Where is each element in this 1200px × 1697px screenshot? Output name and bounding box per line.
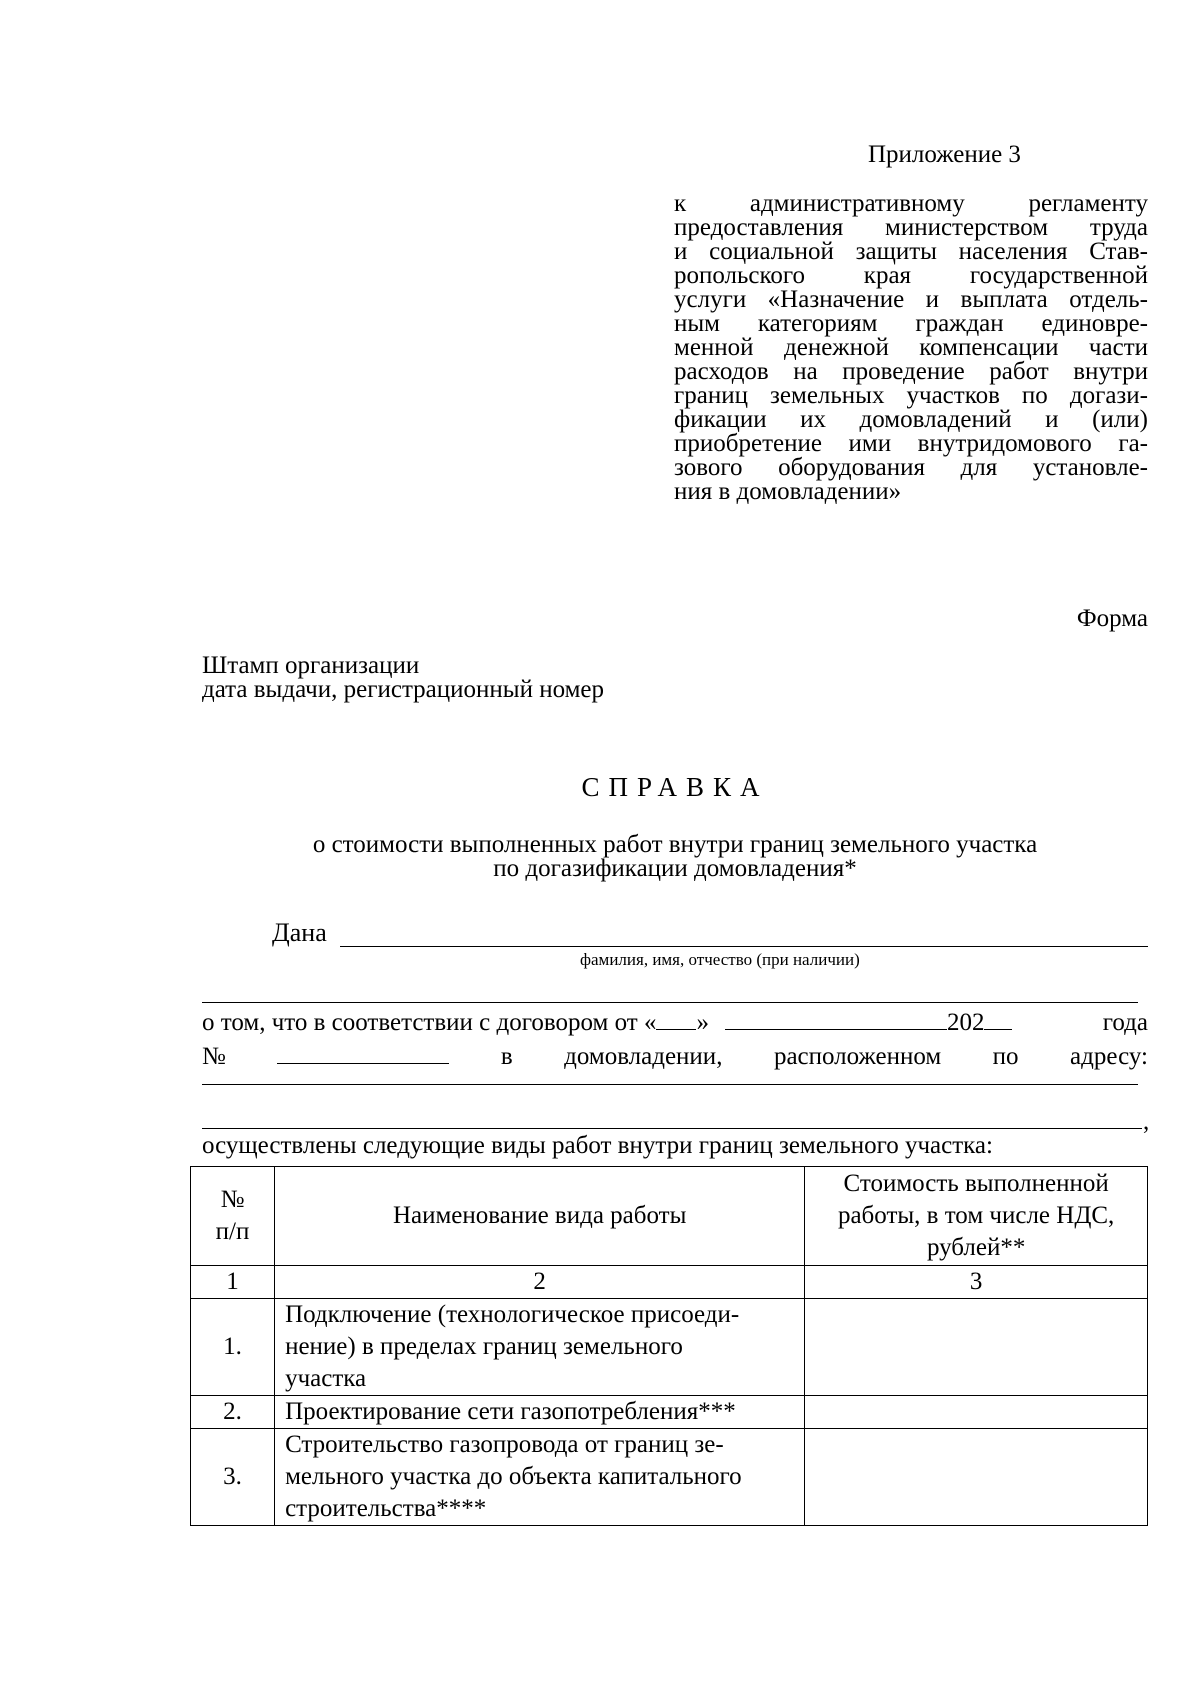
address-word: адресу: xyxy=(1070,1043,1148,1070)
located-word: расположенном xyxy=(773,1043,942,1070)
contract-year-prefix: 202 xyxy=(946,1009,985,1036)
document-subtitle xyxy=(0,833,1200,881)
works-intro: осуществлены следующие виды работ внутри границ земельного участка: xyxy=(202,1132,993,1159)
row-name-line: строительства**** xyxy=(285,1495,487,1522)
row-num: 1. xyxy=(191,1299,275,1396)
row-name-line: нение) в пределах границ земельного xyxy=(285,1333,683,1360)
appendix-line: предоставления министерством труда xyxy=(674,214,1148,241)
appendix-line: границ земельных участков по догази- xyxy=(674,382,1148,409)
contract-year-field[interactable] xyxy=(984,1007,1012,1030)
contract-number-field[interactable] xyxy=(277,1041,449,1064)
stamp-block xyxy=(202,654,604,702)
row-name-line: Проектирование сети газопотребления*** xyxy=(285,1398,736,1425)
appendix-line: менной денежной компенсации части xyxy=(674,334,1148,361)
appendix-description xyxy=(674,192,1148,504)
row-cost-field[interactable] xyxy=(805,1299,1148,1396)
contract-year-suffix: года xyxy=(1102,1009,1148,1036)
contract-line xyxy=(202,1040,1148,1074)
row-name-line: Подключение (технологическое присоеди- xyxy=(285,1301,740,1328)
appendix-line: фикации их домовладений и (или) xyxy=(674,406,1148,433)
row-cost-field[interactable] xyxy=(805,1429,1148,1526)
header-cost-line: Стоимость выполненной xyxy=(843,1170,1109,1197)
row-name xyxy=(275,1299,805,1396)
form-label: Форма xyxy=(1076,605,1148,632)
contract-month-field[interactable] xyxy=(725,1007,947,1030)
table-header-row xyxy=(191,1167,1148,1266)
address-continuation-field[interactable] xyxy=(202,1128,1142,1129)
header-num-line: № xyxy=(220,1186,245,1213)
row-name xyxy=(275,1429,805,1526)
subtitle-line: по догазификации домовладения* xyxy=(493,855,857,882)
contract-day-field[interactable] xyxy=(656,1007,696,1030)
row-name-line: участка xyxy=(285,1365,367,1392)
contract-quote-close: » xyxy=(696,1009,709,1036)
appendix-line: и социальной защиты населения Став- xyxy=(674,238,1148,265)
number-sign: № xyxy=(202,1043,226,1070)
table-row xyxy=(191,1429,1148,1526)
row-num: 3. xyxy=(191,1429,275,1526)
contract-line xyxy=(202,1006,1148,1040)
works-table xyxy=(190,1166,1148,1526)
column-number: 3 xyxy=(805,1266,1148,1299)
appendix-line: расходов на проведение работ внутри xyxy=(674,358,1148,385)
table-row xyxy=(191,1299,1148,1396)
issued-label: Дана xyxy=(272,918,327,947)
row-name-line: мельного участка до объекта капитального xyxy=(285,1463,742,1490)
contract-prefix: о том, что в соответствии с договором от « xyxy=(202,1009,657,1036)
appendix-line: ния в домовладении» xyxy=(674,478,902,505)
in-word: в xyxy=(500,1043,513,1070)
appendix-title: Приложение 3 xyxy=(868,141,1021,168)
issue-date-line: дата выдачи, регистрационный номер xyxy=(202,676,605,703)
header-name: Наименование вида работы xyxy=(275,1167,805,1266)
appendix-line: зового оборудования для установле- xyxy=(674,454,1148,481)
subtitle-line: о стоимости выполненных работ внутри границ земельного участка xyxy=(312,831,1038,858)
appendix-line: к административному регламенту xyxy=(674,190,1148,217)
appendix-line: ным категориям граждан единовре- xyxy=(674,310,1148,337)
appendix-line: услуги «Назначение и выплата отдель- xyxy=(674,286,1148,313)
header-num-line: п/п xyxy=(215,1218,250,1245)
header-num xyxy=(191,1167,275,1266)
row-name-line: Строительство газопровода от границ зе- xyxy=(285,1431,724,1458)
column-number: 2 xyxy=(275,1266,805,1299)
recipient-name-hint: фамилия, имя, отчество (при наличии) xyxy=(580,950,860,969)
address-comma: , xyxy=(1143,1108,1150,1135)
appendix-line: приобретение ими внутридомового га- xyxy=(674,430,1148,457)
row-name xyxy=(275,1396,805,1429)
stamp-line: Штамп организации xyxy=(202,652,420,679)
contract-block xyxy=(202,1006,1148,1074)
household-word: домовладении, xyxy=(564,1043,723,1070)
address-field[interactable] xyxy=(202,1084,1138,1085)
header-cost-line: рублей** xyxy=(926,1234,1026,1261)
recipient-name-field[interactable] xyxy=(340,946,1148,947)
header-cost xyxy=(805,1167,1148,1266)
column-number: 1 xyxy=(191,1266,275,1299)
table-row xyxy=(191,1396,1148,1429)
recipient-name-continuation-field[interactable] xyxy=(202,1002,1138,1003)
row-cost-field[interactable] xyxy=(805,1396,1148,1429)
document-title: СПРАВКА xyxy=(581,772,769,802)
column-numbers-row xyxy=(191,1266,1148,1299)
row-num: 2. xyxy=(191,1396,275,1429)
appendix-line: ропольского края государственной xyxy=(674,262,1148,289)
by-word: по xyxy=(992,1043,1019,1070)
header-cost-line: работы, в том числе НДС, xyxy=(837,1202,1115,1229)
